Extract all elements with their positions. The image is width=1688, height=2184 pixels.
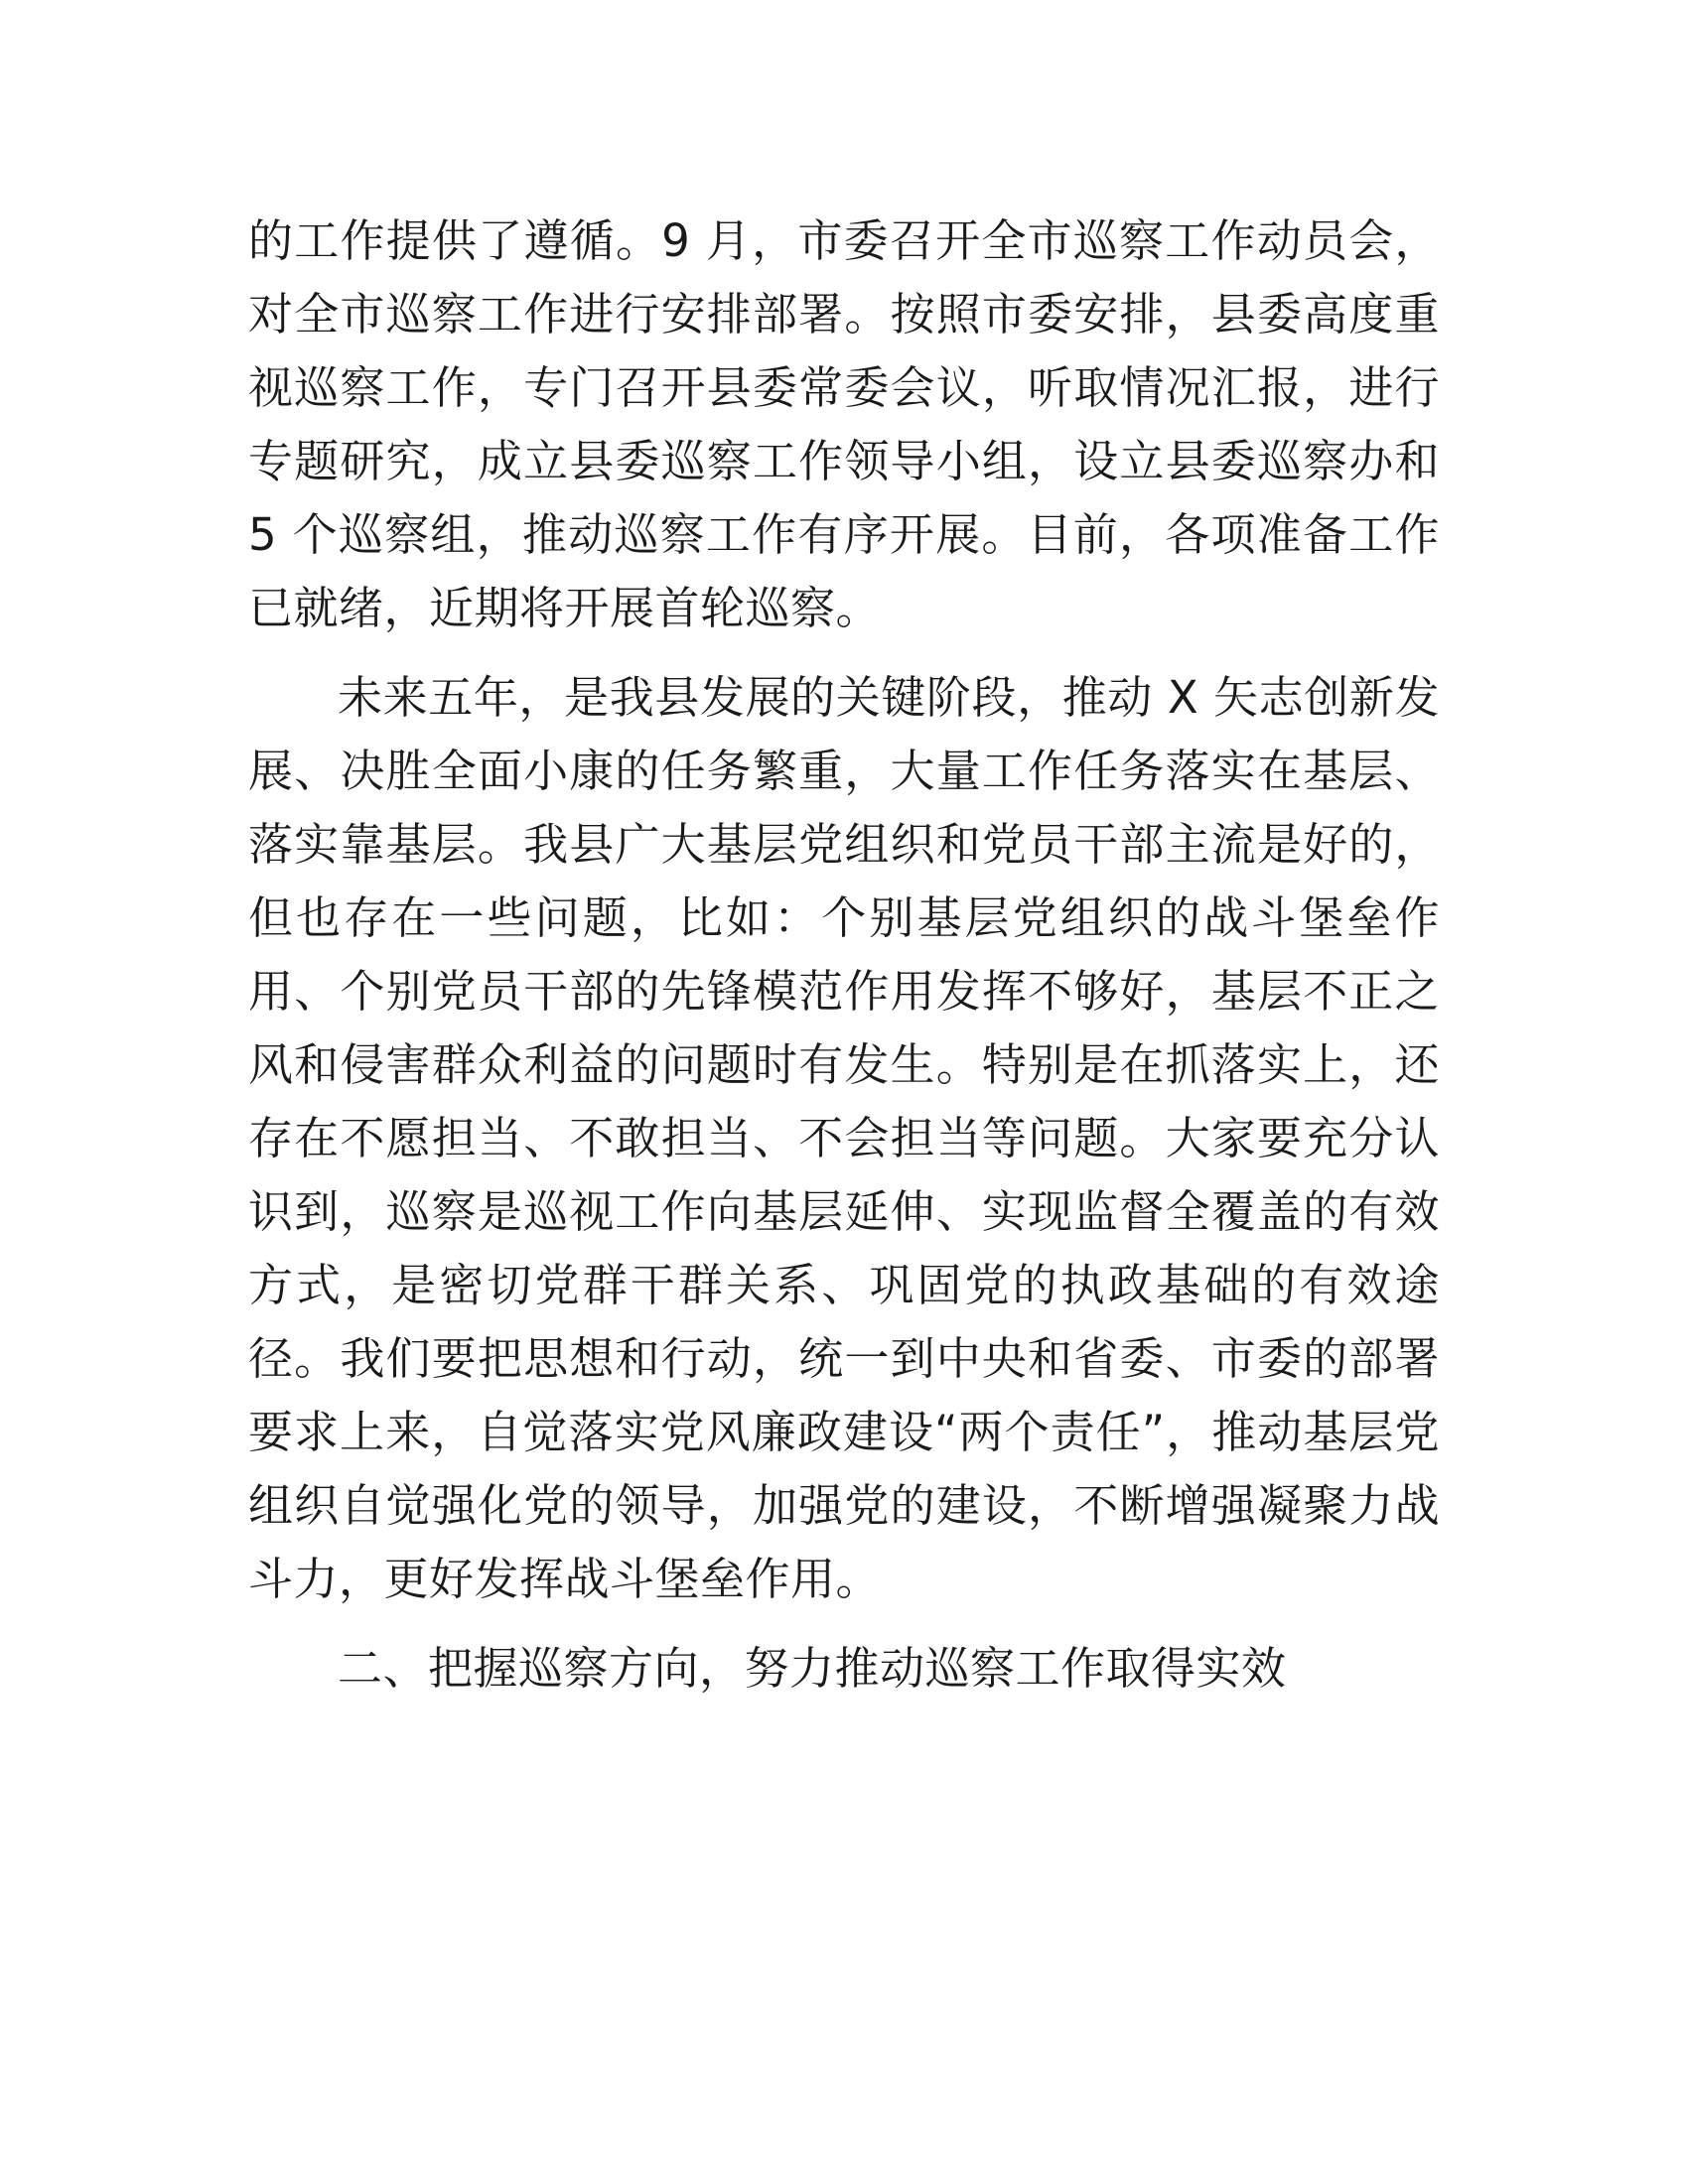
section-heading: 二、把握巡察方向，努力推动巡察工作取得实效 <box>338 1642 1287 1695</box>
paragraph-continuation: 的工作提供了遵循。9 月，市委召开全市巡察工作动员会，对全市巡察工作进行安排部署。按照市委安排，县委高度重视巡察工作，专门召开县委常委会议，听取情况汇报，进行专题研究，成立县委巡察工作领导小组，设立县委巡察办和 5 个巡察组，推动巡察工作有序开展。目前，各项准备工作已就绪，近期将开展首轮巡察。 <box>248 214 1440 634</box>
paragraph-main: 未来五年，是我县发展的关键阶段，推动 X 矢志创新发展、决胜全面小康的任务繁重，大量工作任务落实在基层、落实靠基层。我县广大基层党组织和党员干部主流是好的，但也存在一些问题，比如：个别基层党组织的战斗堡垒作用、个别党员干部的先锋模范作用发挥不够好，基层不正之风和侵害群众利益的问题时有发生。特别是在抓落实上，还存在不愿担当、不敢担当、不会担当等问题。大家要充分认识到，巡察是巡视工作向基层延伸、实现监督全覆盖的有效方式，是密切党群干群关系、巩固党的执政基础的有效途径。我们要把思想和行动，统一到中央和省委、市委的部署要求上来，自觉落实党风廉政建设“两个责任”，推动基层党组织自觉强化党的领导，加强党的建设，不断增强凝聚力战斗力，更好发挥战斗堡垒作用。 <box>248 671 1440 1605</box>
document-body <box>248 205 1440 1721</box>
